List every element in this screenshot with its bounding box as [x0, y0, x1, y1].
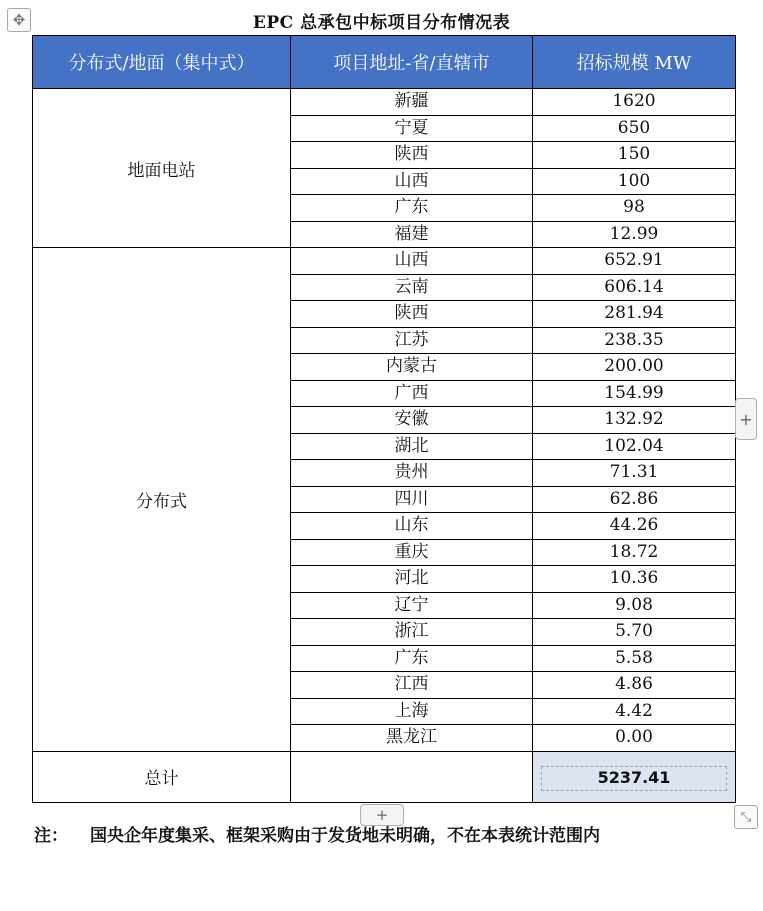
province-cell: 上海: [291, 698, 533, 725]
province-cell: 安徽: [291, 407, 533, 434]
page-title: EPC 总承包中标项目分布情况表: [252, 13, 511, 33]
province-cell: 湖北: [291, 433, 533, 460]
scale-cell: 10.36: [533, 566, 736, 593]
province-cell: 陕西: [291, 142, 533, 169]
header-row: [33, 36, 736, 89]
province-cell: 重庆: [291, 539, 533, 566]
footnote-text: 国央企年度集采、框架采购由于发货地未明确，不在本表统计范围内: [90, 826, 600, 846]
category-cell: 分布式: [33, 248, 291, 752]
province-cell: 黑龙江: [291, 725, 533, 752]
province-cell: 山西: [291, 248, 533, 275]
province-cell: 山西: [291, 168, 533, 195]
province-cell: 广东: [291, 645, 533, 672]
province-cell: 宁夏: [291, 115, 533, 142]
province-cell: 江西: [291, 672, 533, 699]
total-empty-cell: [291, 751, 533, 802]
add-row-plus-icon[interactable]: +: [360, 804, 404, 826]
header-scale: 招标规模 MW: [533, 36, 736, 89]
category-cell: 地面电站: [33, 89, 291, 248]
scale-cell: 281.94: [533, 301, 736, 328]
scale-cell: 18.72: [533, 539, 736, 566]
table-body: [33, 89, 736, 803]
scale-cell: 71.31: [533, 460, 736, 487]
province-cell: 山东: [291, 513, 533, 540]
scale-cell: 4.42: [533, 698, 736, 725]
province-cell: 陕西: [291, 301, 533, 328]
header-category: 分布式/地面（集中式）: [33, 36, 291, 89]
total-value: 5237.41: [541, 766, 727, 791]
header-province: 项目地址-省/直辖市: [291, 36, 533, 89]
scale-cell: 650: [533, 115, 736, 142]
scale-cell: 102.04: [533, 433, 736, 460]
scale-cell: 150: [533, 142, 736, 169]
scale-cell: 200.00: [533, 354, 736, 381]
scale-cell: 238.35: [533, 327, 736, 354]
scale-cell: 12.99: [533, 221, 736, 248]
table-row: [33, 89, 736, 116]
scale-cell: 62.86: [533, 486, 736, 513]
total-row: [33, 751, 736, 802]
scale-cell: 652.91: [533, 248, 736, 275]
province-cell: 浙江: [291, 619, 533, 646]
province-cell: 内蒙古: [291, 354, 533, 381]
table-row: [33, 248, 736, 275]
project-distribution-table: [32, 35, 736, 803]
province-cell: 辽宁: [291, 592, 533, 619]
province-cell: 江苏: [291, 327, 533, 354]
table-resize-icon[interactable]: ⤡: [734, 805, 758, 829]
total-label: 总计: [33, 751, 291, 802]
province-cell: 广东: [291, 195, 533, 222]
scale-cell: 98: [533, 195, 736, 222]
province-cell: 河北: [291, 566, 533, 593]
province-cell: 云南: [291, 274, 533, 301]
province-cell: 贵州: [291, 460, 533, 487]
scale-cell: 9.08: [533, 592, 736, 619]
scale-cell: 1620: [533, 89, 736, 116]
add-column-plus-icon[interactable]: +: [735, 398, 757, 440]
scale-cell: 4.86: [533, 672, 736, 699]
province-cell: 广西: [291, 380, 533, 407]
scale-cell: 154.99: [533, 380, 736, 407]
scale-cell: 5.70: [533, 619, 736, 646]
scale-cell: 100: [533, 168, 736, 195]
scale-cell: 606.14: [533, 274, 736, 301]
scale-cell: 44.26: [533, 513, 736, 540]
scale-cell: 0.00: [533, 725, 736, 752]
scale-cell: 5.58: [533, 645, 736, 672]
province-cell: 四川: [291, 486, 533, 513]
table-move-handle-icon[interactable]: ✥: [7, 8, 31, 32]
province-cell: 新疆: [291, 89, 533, 116]
footnote-label: 注：: [34, 826, 68, 846]
total-value-cell[interactable]: [533, 751, 736, 802]
scale-cell: 132.92: [533, 407, 736, 434]
footnote: [34, 821, 600, 846]
province-cell: 福建: [291, 221, 533, 248]
